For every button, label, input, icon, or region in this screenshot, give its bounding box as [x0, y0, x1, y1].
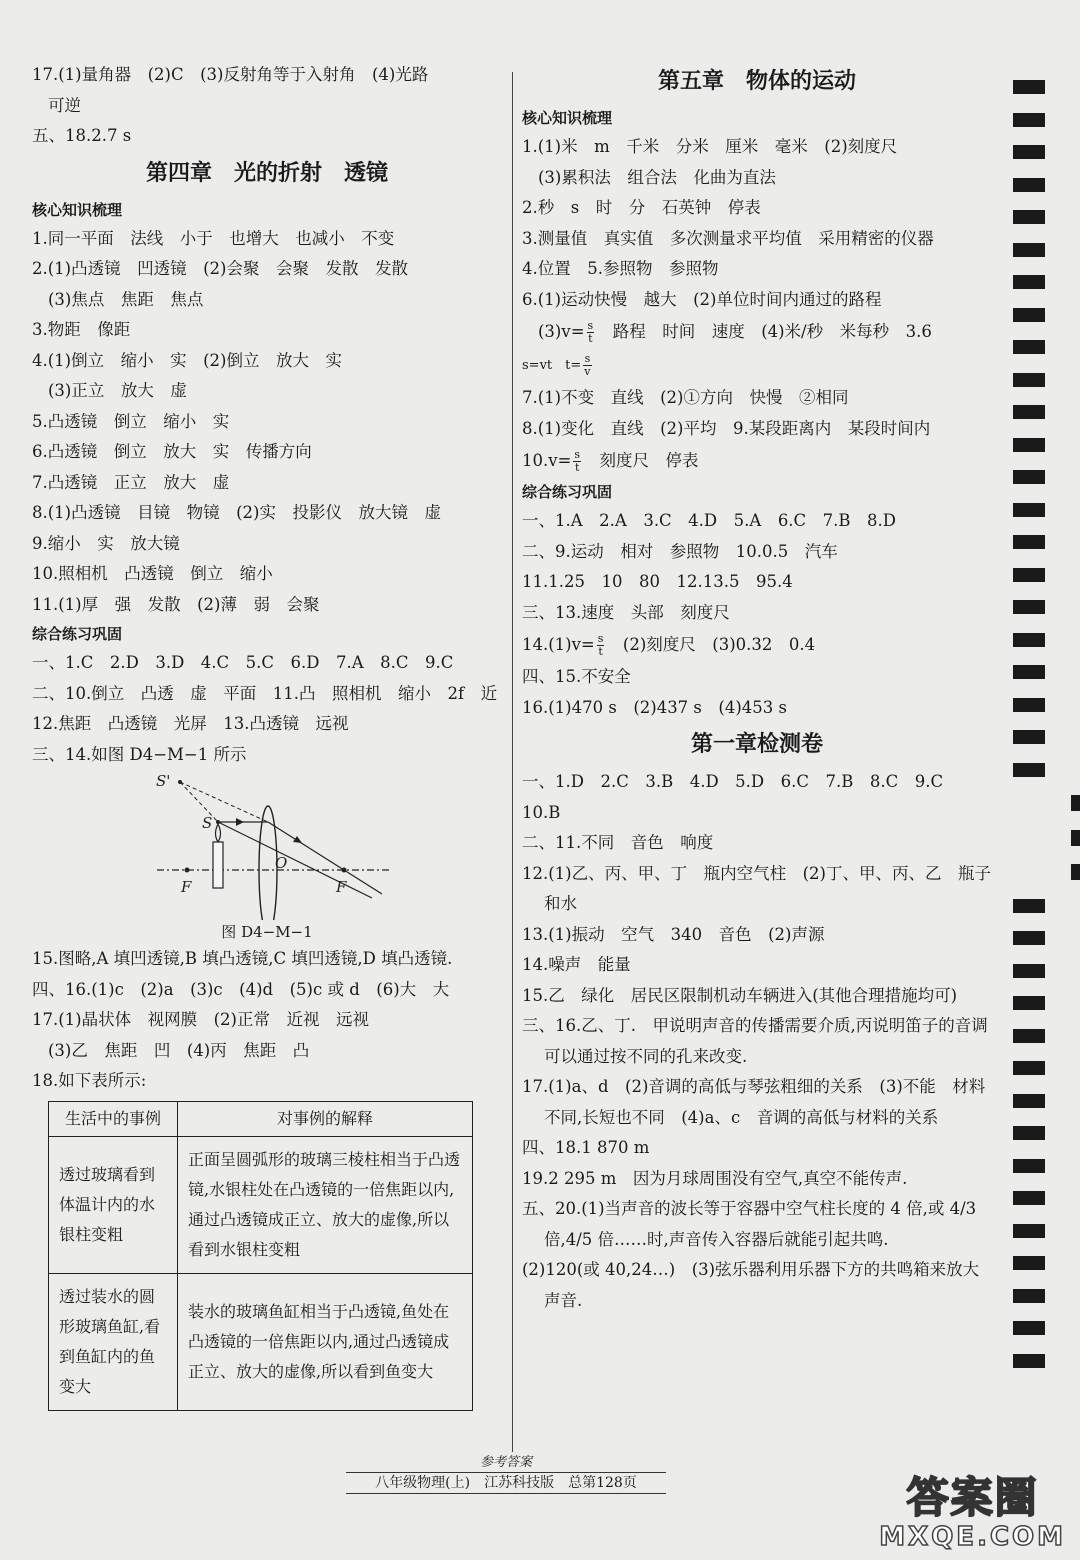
answer-line: 7.凸透镜 正立 放大 虚 — [32, 472, 230, 492]
answer-line: (3)正立 放大 虚 — [48, 381, 187, 400]
answer-line: 5.凸透镜 倒立 缩小 实 — [32, 411, 230, 431]
answer-line — [522, 628, 992, 662]
answer-line: (2)120(或 40,24…) (3)弦乐器利用乐器下方的共鸣箱来放大声音. — [522, 1260, 980, 1310]
scan-mark — [1013, 210, 1045, 224]
answer-line: 4.(1)倒立 缩小 实 (2)倒立 放大 实 — [32, 350, 342, 370]
scan-mark — [1013, 340, 1045, 354]
answer-line: 4.位置 5.参照物 参照物 — [522, 259, 719, 278]
fraction-s-over-t: $\frac{s}{t}$ — [597, 632, 604, 658]
label-o: O — [275, 854, 288, 872]
ray-arrow — [293, 836, 302, 843]
answer-line: 14.噪声 能量 — [522, 955, 631, 974]
answer-line: 二、10.倒立 凸透 虚 平面 11.凸 照相机 缩小 2f 近 — [32, 683, 498, 703]
scan-mark — [1013, 113, 1045, 127]
answer-line: 2.(1)凸透镜 凹透镜 (2)会聚 会聚 发散 发散 — [32, 259, 408, 278]
scan-mark — [1013, 568, 1045, 582]
scan-mark — [1013, 1061, 1045, 1075]
table-cell: 正面呈圆弧形的玻璃三棱柱相当于凸透镜,水银柱处在凸透镜的一倍焦距以内,通过凸透镜成正立、放大的虚像,所以看到水银柱变粗 — [178, 1136, 473, 1273]
label-s: S — [202, 814, 213, 832]
section-heading: 核心知识梳理 — [522, 109, 613, 127]
right-column — [522, 60, 992, 1316]
answer-line: 12.焦距 凸透镜 光屏 13.凸透镜 远视 — [32, 714, 349, 733]
answer-line: 11.1.25 10 80 12.13.5 95.4 — [522, 572, 793, 591]
formula-t: t= — [565, 358, 582, 373]
refracted-ray-extended — [344, 870, 382, 894]
answer-line: 2.秒 s 时 分 石英钟 停表 — [522, 198, 761, 217]
answer-line: 二、11.不同 音色 响度 — [522, 833, 714, 852]
watermark-logo — [879, 1474, 1066, 1552]
candle-flame — [216, 824, 221, 842]
scan-mark — [1013, 405, 1045, 419]
focus-point — [185, 868, 190, 873]
answer-line: 13.(1)振动 空气 340 音色 (2)声源 — [522, 924, 825, 944]
answer-line: 15.乙 绿化 居民区限制机动车辆进入(其他合理措施均可) — [522, 985, 958, 1005]
answer-line: 五、20.(1)当声音的波长等于容器中空气柱长度的 4 倍,或 4/3 倍,4/5 倍……时,声音传入容器后就能引起共鸣. — [522, 1199, 977, 1249]
table-header: 对事例的解释 — [178, 1101, 473, 1136]
answer-line: 一、1.C 2.D 3.D 4.C 5.C 6.D 7.A 8.C 9.C — [32, 653, 454, 672]
scan-mark — [1013, 730, 1045, 744]
table-header-row — [49, 1101, 473, 1136]
scan-mark — [1013, 633, 1045, 647]
answer-line: 12.(1)乙、丙、甲、丁 瓶内空气柱 (2)丁、甲、丙、乙 瓶子和水 — [522, 863, 991, 913]
scan-mark — [1013, 1094, 1045, 1108]
figure-caption: 图 D4−M−1 — [221, 923, 313, 941]
table-cell: 装水的玻璃鱼缸相当于凸透镜,鱼处在凸透镜的一倍焦距以内,通过凸透镜成正立、放大的虚像,所以看到鱼变大 — [178, 1273, 473, 1410]
scan-mark — [1013, 1191, 1045, 1205]
scan-mark — [1013, 1289, 1045, 1303]
answer-line — [522, 349, 992, 383]
formula-suffix: 路程 时间 速度 (4)米/秒 米每秒 3.6 — [596, 322, 932, 341]
label-f-right: F — [336, 878, 347, 896]
answer-line: 可逆 — [48, 95, 81, 115]
answer-line: 三、14.如图 D4−M−1 所示 — [32, 744, 247, 764]
answer-line: 一、1.A 2.A 3.C 4.D 5.A 6.C 7.B 8.D — [522, 511, 897, 530]
edge-mark — [1071, 830, 1080, 846]
formula-prefix: 14.(1)v= — [522, 635, 595, 654]
formula-prefix: (3)v= — [538, 322, 585, 341]
scan-mark — [1013, 1029, 1045, 1043]
scan-mark — [1013, 600, 1045, 614]
section-heading: 核心知识梳理 — [32, 200, 123, 219]
answer-line: 11.(1)厚 强 发散 (2)薄 弱 会聚 — [32, 594, 320, 614]
dashed-ray-2 — [180, 782, 268, 822]
chapter-4-title: 第四章 光的折射 透镜 — [145, 160, 388, 186]
answer-line: 1.(1)米 m 千米 分米 厘米 毫米 (2)刻度尺 — [522, 137, 898, 156]
scan-mark — [1013, 535, 1045, 549]
table-row — [49, 1273, 473, 1410]
formula-suffix: 刻度尺 停表 — [583, 451, 699, 470]
scan-mark — [1013, 503, 1045, 517]
answer-line: 6.(1)运动快慢 越大 (2)单位时间内通过的路程 — [522, 289, 882, 309]
answer-line: (3)焦点 焦距 焦点 — [48, 289, 204, 309]
answer-line: 10.B — [522, 802, 561, 822]
scan-mark — [1013, 275, 1045, 289]
scan-mark — [1013, 243, 1045, 257]
section-heading: 综合练习巩固 — [522, 483, 613, 501]
column-divider — [512, 72, 513, 1452]
formula-s-vt: s=vt — [522, 358, 553, 373]
answer-line: 3.物距 像距 — [32, 320, 131, 339]
page-footer — [306, 1454, 706, 1494]
answer-line: 7.(1)不变 直线 (2)①方向 快慢 ②相同 — [522, 388, 849, 407]
scan-mark — [1013, 470, 1045, 484]
scan-mark — [1013, 931, 1045, 945]
footer-label: 参考答案 — [479, 1455, 532, 1470]
answer-line: 8.(1)变化 直线 (2)平均 9.某段距离内 某段时间内 — [522, 418, 931, 438]
fraction-s-over-t: $\frac{s}{t}$ — [574, 448, 581, 474]
optical-center-ray — [218, 822, 372, 898]
answer-line: 四、18.1 870 m — [522, 1138, 650, 1157]
answer-line — [522, 315, 992, 349]
answer-line: 18.如下表所示: — [32, 1071, 147, 1090]
scan-mark — [1013, 665, 1045, 679]
section-heading: 综合练习巩固 — [32, 625, 123, 643]
scan-mark — [1013, 178, 1045, 192]
chapter-5-title: 第五章 物体的运动 — [657, 69, 856, 94]
scan-mark — [1013, 373, 1045, 387]
footer-info: 八年级物理(上) 江苏科技版 总第128页 — [346, 1472, 666, 1494]
scan-mark — [1013, 1354, 1045, 1368]
left-column — [32, 60, 502, 1411]
answer-line: 15.图略,A 填凹透镜,B 填凸透镜,C 填凹透镜,D 填凸透镜. — [32, 949, 453, 968]
label-f-left: F — [181, 878, 192, 896]
answer-line: 五、18.2.7 s — [32, 126, 132, 145]
lens-ray-diagram — [32, 770, 502, 920]
formula-prefix: 10.v= — [522, 451, 572, 470]
object-point — [216, 820, 220, 824]
table-header: 生活中的事例 — [49, 1101, 178, 1136]
answer-table — [48, 1101, 473, 1411]
scan-mark — [1013, 763, 1045, 777]
image-point — [178, 780, 182, 784]
answer-line: 三、13.速度 头部 刻度尺 — [522, 602, 730, 622]
table-cell: 透过玻璃看到体温计内的水银柱变粗 — [49, 1136, 178, 1273]
fraction-s-over-t: $\frac{s}{t}$ — [587, 319, 594, 345]
answer-line: 17.(1)晶状体 视网膜 (2)正常 近视 远视 — [32, 1010, 369, 1029]
answer-line: 四、16.(1)c (2)a (3)c (4)d (5)c 或 d (6)大 大 — [32, 979, 450, 999]
label-s-prime: S' — [156, 772, 171, 790]
answer-line: 8.(1)凸透镜 目镜 物镜 (2)实 投影仪 放大镜 虚 — [32, 503, 441, 522]
scan-mark — [1013, 698, 1045, 712]
answer-line: 10.照相机 凸透镜 倒立 缩小 — [32, 564, 273, 583]
table-cell: 透过装水的圆形玻璃鱼缸,看到鱼缸内的鱼变大 — [49, 1273, 178, 1410]
answer-line: 三、16.乙、丁. 甲说明声音的传播需要介质,丙说明笛子的音调可以通过按不同的孔来改变. — [522, 1016, 988, 1066]
fraction-s-over-v: $\frac{s}{v}$ — [584, 352, 591, 378]
answer-line: 6.凸透镜 倒立 放大 实 传播方向 — [32, 442, 312, 461]
scan-mark — [1013, 1224, 1045, 1238]
answer-line: (3)累积法 组合法 化曲为直法 — [538, 167, 776, 187]
focus-point — [342, 868, 347, 873]
watermark-text: 答案圈 — [906, 1473, 1039, 1522]
scan-marks — [1013, 80, 1045, 1386]
answer-line: 16.(1)470 s (2)437 s (4)453 s — [522, 697, 787, 717]
scan-mark — [1013, 1321, 1045, 1335]
answer-line: 一、1.D 2.C 3.B 4.D 5.D 6.C 7.B 8.C 9.C — [522, 772, 944, 791]
ray-arrow — [236, 818, 244, 826]
answer-line — [522, 444, 992, 478]
scan-mark — [1013, 899, 1045, 913]
scan-mark — [1013, 145, 1045, 159]
table-row — [49, 1136, 473, 1273]
answer-line: 二、9.运动 相对 参照物 10.0.5 汽车 — [522, 541, 838, 561]
edge-mark — [1071, 795, 1080, 811]
answer-line: 1.同一平面 法线 小于 也增大 也减小 不变 — [32, 228, 395, 248]
scan-mark — [1013, 1256, 1045, 1270]
candle — [213, 842, 223, 888]
answer-line: 9.缩小 实 放大镜 — [32, 533, 180, 553]
scan-mark — [1013, 1159, 1045, 1173]
answer-line: 17.(1)量角器 (2)C (3)反射角等于入射角 (4)光路 — [32, 65, 429, 84]
scan-mark — [1013, 1126, 1045, 1140]
formula-suffix: (2)刻度尺 (3)0.32 0.4 — [606, 635, 816, 654]
answer-line: 3.测量值 真实值 多次测量求平均值 采用精密的仪器 — [522, 228, 934, 248]
answer-line: 17.(1)a、d (2)音调的高低与琴弦粗细的关系 (3)不能 材料不同,长短也不同 (4)a、c 音调的高低与材料的关系 — [522, 1077, 986, 1127]
watermark-url: MXQE.COM — [879, 1522, 1066, 1552]
answer-line: (3)乙 焦距 凹 (4)丙 焦距 凸 — [48, 1040, 310, 1060]
test-title: 第一章检测卷 — [690, 732, 823, 757]
scan-mark — [1013, 308, 1045, 322]
scan-mark — [1013, 964, 1045, 978]
scan-mark — [1013, 438, 1045, 452]
answer-line: 四、15.不安全 — [522, 667, 631, 686]
answer-line: 19.2 295 m 因为月球周围没有空气,真空不能传声. — [522, 1168, 908, 1188]
scan-mark — [1013, 996, 1045, 1010]
edge-mark — [1071, 864, 1080, 880]
dashed-ray-1 — [180, 782, 218, 822]
scan-mark — [1013, 80, 1045, 94]
